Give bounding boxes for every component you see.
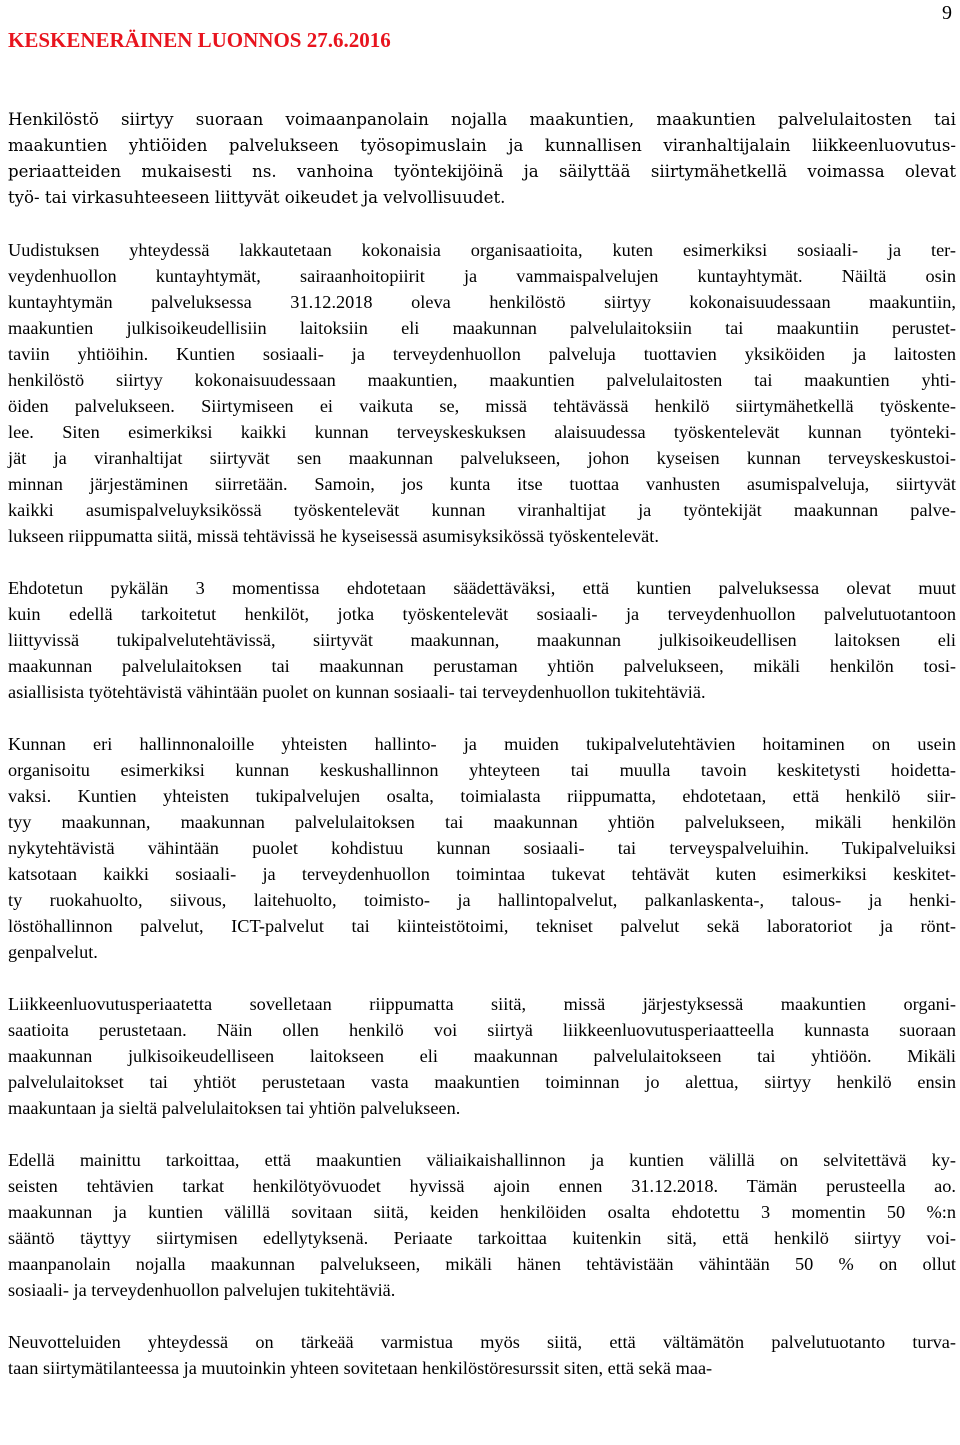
- paragraph: [8, 731, 956, 965]
- text-line: maakuntien yhtiöiden palvelukseen työsopimuslain ja kunnallisen viranhaltijalain liikkeenluovutus-: [8, 136, 956, 155]
- text-line: taviin yhtiöihin. Kuntien sosiaali- ja terveydenhuollon palveluja tuottavien yksiköiden ja laitosten: [8, 344, 956, 364]
- text-line: Neuvotteluiden yhteydessä on tärkeää varmistua myös siitä, että vältämätön palvelutuotanto turva-: [8, 1332, 956, 1352]
- page-number: 9: [942, 2, 952, 24]
- text-line: genpalvelut.: [8, 942, 98, 962]
- paragraph: [8, 1147, 956, 1303]
- text-line: katsotaan kaikki sosiaali- ja terveydenhuollon toimintaa tukevat tehtävät kuten esimerkiksi keskitet-: [8, 864, 956, 884]
- text-line: maakunnan palvelulaitoksen tai maakunnan perustaman yhtiön palvelukseen, mikäli henkilön tosi-: [8, 656, 956, 676]
- text-line: Edellä mainittu tarkoittaa, että maakuntien väliaikaishallinnon ja kuntien välillä on selvitettävä ky-: [8, 1150, 956, 1170]
- paragraph: [8, 1329, 956, 1381]
- text-line: maanpanolain nojalla maakunnan palvelukseen, mikäli hänen tehtävistään vähintään 50 % on ollut: [8, 1254, 956, 1274]
- text-line: kaikki asumispalveluyksikössä työskentelevät kunnan viranhaltijat ja työntekijät maakunnan palve-: [8, 500, 956, 520]
- text-line: seisten tehtävien tarkat henkilötyövuodet hyvissä ajoin ennen 31.12.2018. Tämän perusteella ao.: [8, 1176, 956, 1196]
- paragraph: [8, 575, 956, 705]
- paragraph: [8, 237, 956, 549]
- text-line: vaksi. Kuntien yhteisten tukipalvelujen osalta, toimialasta riippumatta, ehdotetaan, että henkilö siir-: [8, 786, 956, 806]
- text-line: Ehdotetun pykälän 3 momentissa ehdotetaan säädettäväksi, että kuntien palveluksessa olevat muut: [8, 578, 956, 598]
- text-line: tyy maakunnan, maakunnan palvelulaitoksen tai maakunnan yhtiön palvelukseen, mikäli henkilön: [8, 812, 956, 832]
- text-line: lee. Siten esimerkiksi kaikki kunnan terveyskeskuksen alaisuudessa työskentelevät kunnan työnteki-: [8, 422, 956, 442]
- text-line: kuntayhtymän palveluksessa 31.12.2018 oleva henkilöstö siirtyy kokonaisuudessaan maakuntiin,: [8, 292, 956, 312]
- text-line: löstöhallinnon palvelut, ICT-palvelut tai kiinteistötoimi, tekniset palvelut sekä laboratoriot ja rönt-: [8, 916, 956, 936]
- text-line: minnan järjestäminen siirretään. Samoin, jos kunta itse tuottaa vanhusten asumispalveluja, siirtyvät: [8, 474, 956, 494]
- text-line: työ- tai virkasuhteeseen liittyvät oikeudet ja velvollisuudet.: [8, 188, 506, 207]
- text-line: öiden palvelukseen. Siirtymiseen ei vaikuta se, missä tehtävässä henkilö siirtymähetkellä työskente-: [8, 396, 956, 416]
- text-line: palvelulaitokset tai yhtiöt perustetaan vasta maakuntien toiminnan jo alettua, siirtyy henkilö ensin: [8, 1072, 956, 1092]
- text-line: maakunnan julkisoikeudelliseen laitokseen eli maakunnan palvelulaitokseen tai yhtiöön. Mikäli: [8, 1046, 956, 1066]
- text-line: taan siirtymätilanteessa ja muutoinkin yhteen sovitetaan henkilöstöresurssit siten, että sekä maa-: [8, 1358, 713, 1378]
- text-line: sääntö täyttyy siirtymisen edellytyksenä. Periaate tarkoittaa kuitenkin sitä, että henkilö siirtyy voi-: [8, 1228, 956, 1248]
- text-line: maakuntien julkisoikeudellisiin laitoksiin eli maakunnan palvelulaitoksiin tai maakuntiin perustet-: [8, 318, 956, 338]
- text-line: maakuntaan ja sieltä palvelulaitoksen tai yhtiön palvelukseen.: [8, 1098, 461, 1118]
- draft-header: KESKENERÄINEN LUONNOS 27.6.2016: [8, 28, 391, 52]
- body-text: [8, 107, 956, 1407]
- text-line: Liikkeenluovutusperiaatetta sovelletaan riippumatta siitä, missä järjestyksessä maakuntien organi-: [8, 994, 956, 1014]
- text-line: saatioita perustetaan. Näin ollen henkilö voi siirtyä liikkeenluovutusperiaatteella kunnasta suoraan: [8, 1020, 956, 1040]
- text-line: liittyvissä tukipalvelutehtävissä, siirtyvät maakunnan, maakunnan julkisoikeudellisen laitoksen eli: [8, 630, 956, 650]
- text-line: ty ruokahuolto, siivous, laitehuolto, toimisto- ja hallintopalvelut, palkanlaskenta-, talous- ja henki-: [8, 890, 956, 910]
- text-line: Henkilöstö siirtyy suoraan voimaanpanolain nojalla maakuntien, maakuntien palvelulaitosten tai: [8, 110, 956, 129]
- text-line: Uudistuksen yhteydessä lakkautetaan kokonaisia organisaatioita, kuten esimerkiksi sosiaali- ja ter-: [8, 240, 956, 260]
- paragraph: [8, 991, 956, 1121]
- text-line: jät ja viranhaltijat siirtyvät sen maakunnan palvelukseen, johon kyseisen kunnan terveyskeskustoi-: [8, 448, 956, 468]
- text-line: lukseen riippumatta siitä, missä tehtävissä he kyseisessä asumisyksikössä työskentelevät.: [8, 526, 659, 546]
- paragraph: [8, 107, 956, 211]
- text-line: veydenhuollon kuntayhtymät, sairaanhoitopiirit ja vammaispalvelujen kuntayhtymät. Näiltä osin: [8, 266, 956, 286]
- text-line: nykytehtävistä vähintään puolet kohdistuu kunnan sosiaali- tai terveyspalveluihin. Tukipalveluiksi: [8, 838, 956, 858]
- text-line: organisoitu esimerkiksi kunnan keskushallinnon yhteyteen tai muulla tavoin keskitetysti hoidetta-: [8, 760, 956, 780]
- text-line: periaatteiden mukaisesti ns. vanhoina työntekijöinä ja säilyttää siirtymähetkellä voimassa olevat: [8, 162, 956, 181]
- text-line: henkilöstö siirtyy kokonaisuudessaan maakuntien, maakuntien palvelulaitosten tai maakuntien yhti-: [8, 370, 956, 390]
- text-line: kuin edellä tarkoitetut henkilöt, jotka työskentelevät sosiaali- ja terveydenhuollon palvelutuotantoon: [8, 604, 956, 624]
- text-line: asiallisista työtehtävistä vähintään puolet on kunnan sosiaali- tai terveydenhuollon tukitehtäviä.: [8, 682, 706, 702]
- text-line: Kunnan eri hallinnonaloille yhteisten hallinto- ja muiden tukipalvelutehtävien hoitaminen on usein: [8, 734, 956, 754]
- text-line: sosiaali- ja terveydenhuollon palvelujen tukitehtäviä.: [8, 1280, 396, 1300]
- text-line: maakunnan ja kuntien välillä sovitaan siitä, keiden henkilöiden osalta ehdotettu 3 momentin 50 %:n: [8, 1202, 956, 1222]
